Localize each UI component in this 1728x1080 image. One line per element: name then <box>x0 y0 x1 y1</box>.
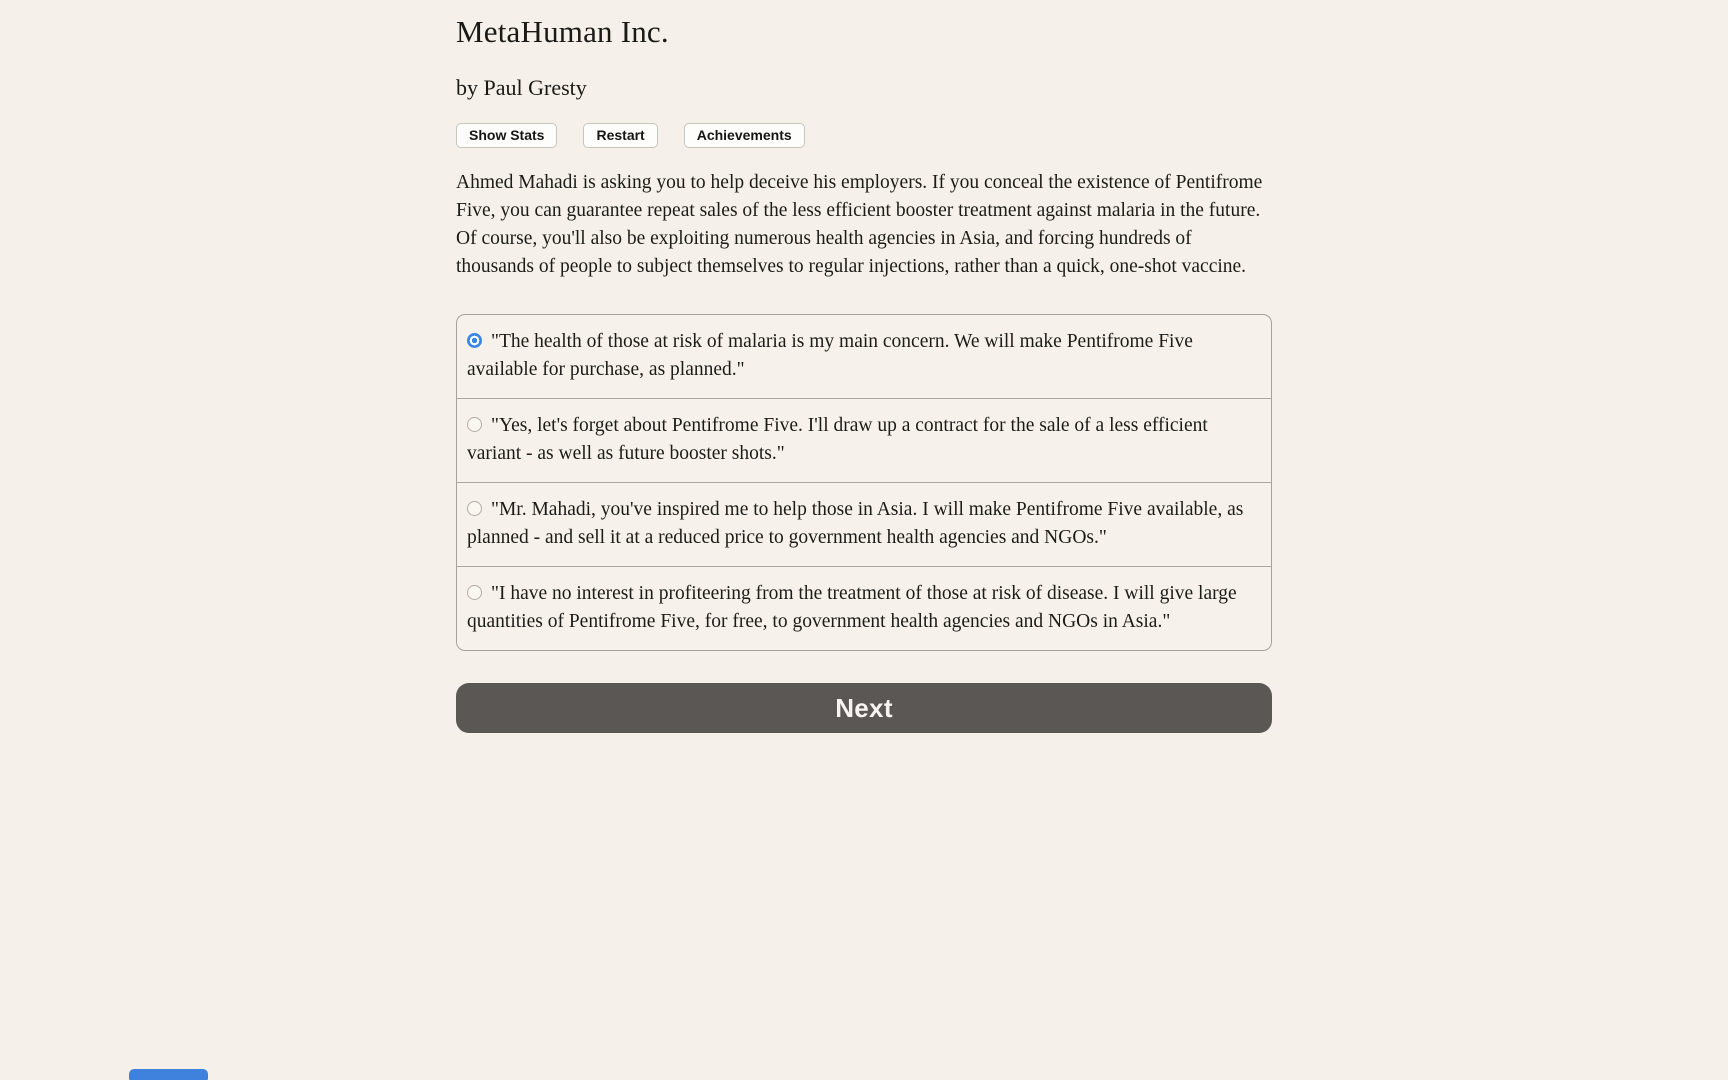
header-button-restart[interactable]: Restart <box>583 123 657 148</box>
header-buttons <box>456 123 1272 145</box>
next-button[interactable]: Next <box>456 683 1272 733</box>
choice-option-label: "Yes, let's forget about Pentifrome Five. I'll draw up a contract for the sale of a less efficient variant - as well as future booster shots." <box>467 415 1208 464</box>
radio-button-selected[interactable] <box>467 333 482 348</box>
choice-option-label: "I have no interest in profiteering from the treatment of those at risk of disease. I will give large quantities of Pentifrome Five, for free, to government health agencies and NGOs in Asia." <box>467 583 1237 632</box>
choice-option-4[interactable] <box>457 566 1271 650</box>
choice-list <box>456 314 1272 651</box>
radio-button[interactable] <box>467 417 482 432</box>
choice-option-label: "Mr. Mahadi, you've inspired me to help those in Asia. I will make Pentifrome Five available, as planned - and sell it at a reduced price to government health agencies and NGOs." <box>467 499 1244 548</box>
header-button-achievements[interactable]: Achievements <box>684 123 805 148</box>
radio-button[interactable] <box>467 501 482 516</box>
choice-option-2[interactable] <box>457 398 1271 482</box>
header-button-show-stats[interactable]: Show Stats <box>456 123 557 148</box>
radio-button[interactable] <box>467 585 482 600</box>
choice-option-label: "The health of those at risk of malaria is my main concern. We will make Pentifrome Five available for purchase, as planned." <box>467 331 1193 380</box>
content-column <box>456 0 1272 733</box>
story-paragraph: Ahmed Mahadi is asking you to help deceive his employers. If you conceal the existence of Pentifrome Five, you can guarantee repeat sales of the less efficient booster treatment against malaria in the future. Of course, you'll also be exploiting numerous health agencies in Asia, and forcing hundreds of thousands of people to subject themselves to regular injections, rather than a quick, one-shot vaccine. <box>456 172 1263 277</box>
bottom-left-accent-bar <box>129 1069 208 1080</box>
choice-option-3[interactable] <box>457 482 1271 566</box>
choice-option-1[interactable] <box>457 315 1271 398</box>
author-byline: by Paul Gresty <box>456 75 587 100</box>
page-title: MetaHuman Inc. <box>456 14 669 49</box>
